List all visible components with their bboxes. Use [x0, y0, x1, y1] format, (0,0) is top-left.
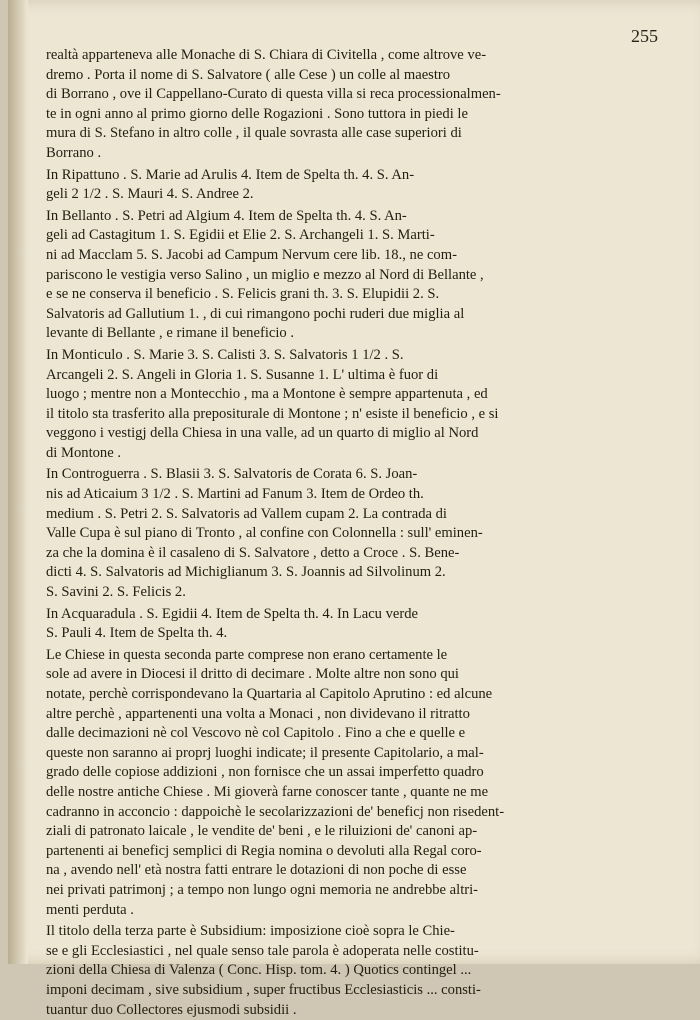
text-line: dremo . Porta il nome di S. Salvatore ( alle Cese ) un colle al maestro	[46, 66, 664, 86]
page-text	[46, 44, 664, 1020]
text-line: Salvatoris ad Gallutium 1. , di cui rimangono pochi ruderi due miglia al	[46, 305, 664, 325]
text-line: Borrano .	[46, 144, 664, 164]
text-line: zioni della Chiesa di Valenza ( Conc. Hisp. tom. 4. ) Quotics contingel ...	[46, 961, 664, 981]
page-number: 255	[631, 26, 658, 47]
text-line: te in ogni anno al primo giorno delle Rogazioni . Sono tuttora in piedi le	[46, 105, 664, 125]
text-line: In Controguerra . S. Blasii 3. S. Salvatoris de Corata 6. S. Joan-	[46, 465, 664, 485]
text-line: ziali di patronato laicale , le vendite de' beni , e le riluizioni de' canoni ap-	[46, 822, 664, 842]
text-line: sole ad avere in Diocesi il dritto di decimare . Molte altre non sono qui	[46, 665, 664, 685]
text-line: geli ad Castagitum 1. S. Egidii et Elie 2. S. Archangeli 1. S. Marti-	[46, 226, 664, 246]
paragraph-p3	[46, 207, 664, 344]
text-line: grado delle copiose addizioni , non fornisce che un assai imperfetto quadro	[46, 763, 664, 783]
text-line: realtà apparteneva alle Monache di S. Chiara di Civitella , come altrove ve-	[46, 46, 664, 66]
book-page	[8, 0, 700, 964]
text-line: menti perduta .	[46, 901, 664, 921]
text-line: queste non saranno ai proprj luoghi indicate; il presente Capitolario, a mal-	[46, 744, 664, 764]
paragraph-p5	[46, 465, 664, 602]
paragraph-p6	[46, 605, 664, 644]
text-line: mura di S. Stefano in altro colle , il quale sovrasta alle case superiori di	[46, 124, 664, 144]
text-line: medium . S. Petri 2. S. Salvatoris ad Vallem cupam 2. La contrada di	[46, 505, 664, 525]
text-line: Arcangeli 2. S. Angeli in Gloria 1. S. Susanne 1. L' ultima è fuor di	[46, 366, 664, 386]
text-line: Le Chiese in questa seconda parte comprese non erano certamente le	[46, 646, 664, 666]
text-line: ni ad Macclam 5. S. Jacobi ad Campum Nervum cere lib. 18., ne com-	[46, 246, 664, 266]
text-line: veggono i vestigj della Chiesa in una valle, ad un quarto di miglio al Nord	[46, 424, 664, 444]
text-line: e se ne conserva il beneficio . S. Felicis grani th. 3. S. Elupidii 2. S.	[46, 285, 664, 305]
text-line: Il titolo della terza parte è Subsidium: imposizione cioè sopra le Chie-	[46, 922, 664, 942]
text-line: In Bellanto . S. Petri ad Algium 4. Item de Spelta th. 4. S. An-	[46, 207, 664, 227]
text-line: In Ripattuno . S. Marie ad Arulis 4. Item de Spelta th. 4. S. An-	[46, 166, 664, 186]
text-line: nei privati patrimonj ; a tempo non lungo ogni memoria ne andrebbe altri-	[46, 881, 664, 901]
text-line: levante di Bellante , e rimane il beneficio .	[46, 324, 664, 344]
text-line: Valle Cupa è sul piano di Tronto , al confine con Colonnella : sull' eminen-	[46, 524, 664, 544]
text-line: S. Savini 2. S. Felicis 2.	[46, 583, 664, 603]
text-line: In Monticulo . S. Marie 3. S. Calisti 3. S. Salvatoris 1 1/2 . S.	[46, 346, 664, 366]
text-line: cadranno in acconcio : dappoichè le secolarizzazioni de' beneficj non risedent-	[46, 803, 664, 823]
text-line: altre perchè , appartenenti una volta a Monaci , non dividevano il ritratto	[46, 705, 664, 725]
text-line: luogo ; mentre non a Montecchio , ma a Montone è sempre appartenuta , ed	[46, 385, 664, 405]
text-line: In Acquaradula . S. Egidii 4. Item de Spelta th. 4. In Lacu verde	[46, 605, 664, 625]
text-line: geli 2 1/2 . S. Mauri 4. S. Andree 2.	[46, 185, 664, 205]
paragraph-p8	[46, 922, 664, 1020]
text-line: za che la domina è il casaleno di S. Salvatore , detto a Croce . S. Bene-	[46, 544, 664, 564]
paragraph-p2	[46, 166, 664, 205]
text-line: dalle decimazioni nè col Vescovo nè col Capitolo . Fino a che e quelle e	[46, 724, 664, 744]
text-line: di Borrano , ove il Cappellano-Curato di questa villa si reca processionalmen-	[46, 85, 664, 105]
paragraph-p1	[46, 46, 664, 164]
paragraph-p7	[46, 646, 664, 920]
text-line: na , avendo nell' età nostra fatti entrare le dotazioni di non poche di esse	[46, 861, 664, 881]
text-line: partenenti ai beneficj semplici di Regia nomina o devoluti alla Regal coro-	[46, 842, 664, 862]
text-line: S. Pauli 4. Item de Spelta th. 4.	[46, 624, 664, 644]
text-line: nis ad Aticaium 3 1/2 . S. Martini ad Fanum 3. Item de Ordeo th.	[46, 485, 664, 505]
paragraph-p4	[46, 346, 664, 464]
text-line: dicti 4. S. Salvatoris ad Michiglianum 3. S. Joannis ad Silvolinum 2.	[46, 563, 664, 583]
text-line: di Montone .	[46, 444, 664, 464]
text-line: pariscono le vestigia verso Salino , un miglio e mezzo al Nord di Bellante ,	[46, 266, 664, 286]
text-line: imponi decimam , sive subsidium , super fructibus Ecclesiasticis ... consti-	[46, 981, 664, 1001]
text-line: notate, perchè corrispondevano la Quartaria al Capitolo Aprutino : ed alcune	[46, 685, 664, 705]
text-line: tuantur duo Collectores ejusmodi subsidii .	[46, 1001, 664, 1020]
text-line: il titolo sta trasferito alla prepositurale di Montone ; n' esiste il beneficio , e si	[46, 405, 664, 425]
page-gutter-shadow	[8, 0, 28, 964]
text-line: delle nostre antiche Chiese . Mi gioverà farne conoscer tante , quante ne me	[46, 783, 664, 803]
text-line: se e gli Ecclesiastici , nel quale senso tale parola è adoperata nelle costitu-	[46, 942, 664, 962]
